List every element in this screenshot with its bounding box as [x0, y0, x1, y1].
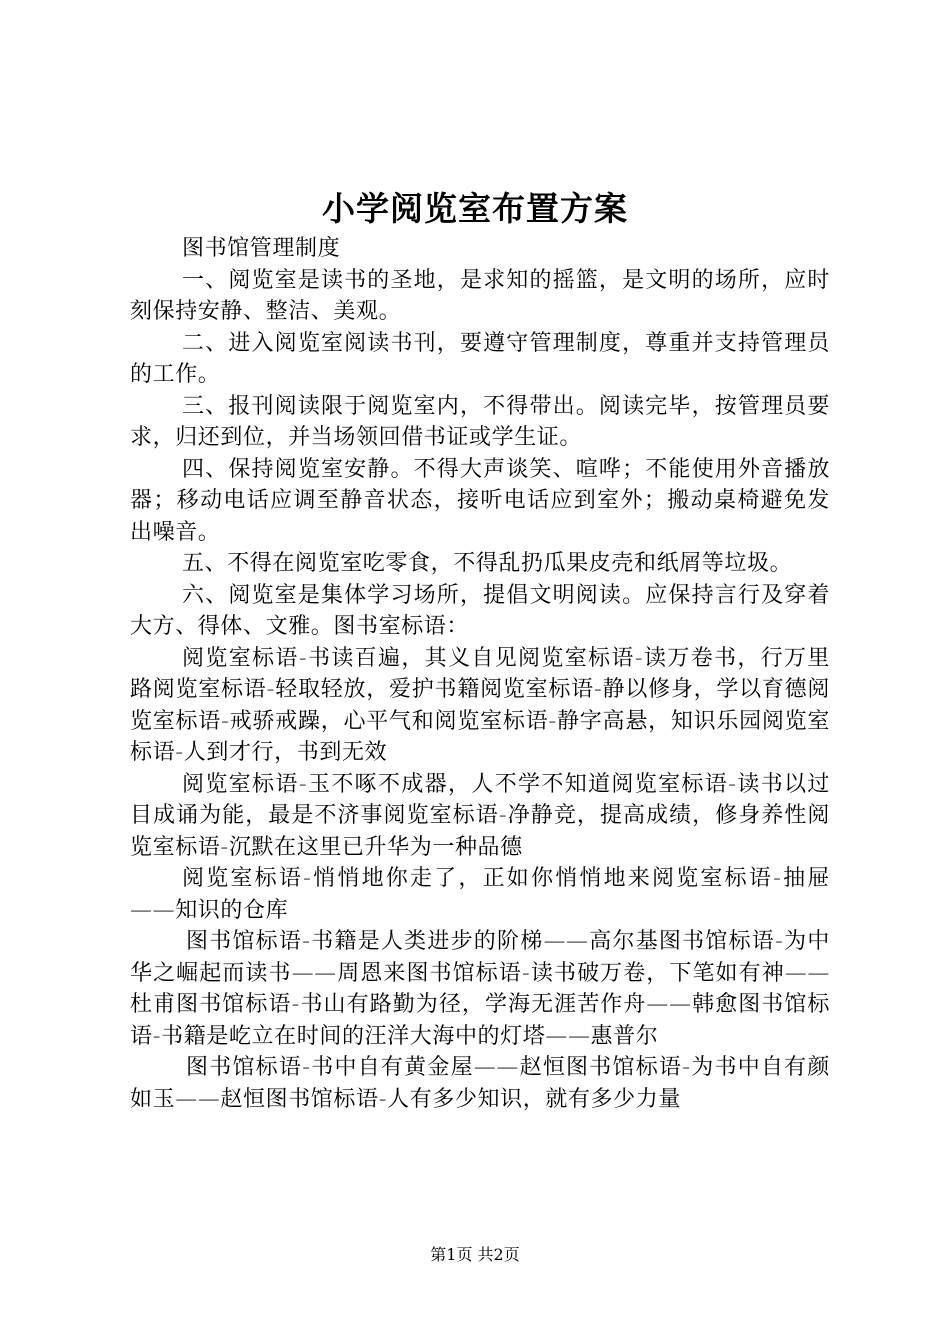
paragraph-slogans-4: 图书馆标语-书籍是人类进步的阶梯——高尔基图书馆标语-为中华之崛起而读书——周恩来图书馆标语-读书破万卷，下笔如有神——杜甫图书馆标语-书山有路勤为径，学海无涯苦作舟——韩愈图书馆标语-书籍是屹立在时间的汪洋大海中的灯塔——惠普尔	[130, 929, 830, 1049]
page-footer: 第1页 共2页	[430, 1245, 520, 1264]
paragraph-rule-6: 六、阅览室是集体学习场所，提倡文明阅读。应保持言行及穿着大方、得体、文雅。图书室标语：	[130, 582, 830, 639]
paragraph-slogans-5: 图书馆标语-书中自有黄金屋——赵恒图书馆标语-为书中自有颜如玉——赵恒图书馆标语-人有多少知识，就有多少力量	[130, 1055, 830, 1112]
paragraph-slogans-2: 阅览室标语-玉不啄不成器，人不学不知道阅览室标语-读书以过目成诵为能，最是不济事阅览室标语-净静竞，提高成绩，修身养性阅览室标语-沉默在这里已升华为一种品德	[130, 771, 830, 860]
document-body	[130, 233, 830, 1115]
paragraph-heading: 图书馆管理制度	[182, 236, 341, 261]
document-title: 小学阅览室布置方案	[322, 189, 628, 228]
paragraph-slogans-1: 阅览室标语-书读百遍，其义自见阅览室标语-读万卷书，行万里路阅览室标语-轻取轻放，爱护书籍阅览室标语-静以修身，学以育德阅览室标语-戒骄戒躁，心平气和阅览室标语-静字高悬，知识乐园阅览室标语-人到才行，书到无效	[130, 645, 830, 765]
paragraph-rule-2: 二、进入阅览室阅读书刊，要遵守管理制度，尊重并支持管理员的工作。	[130, 330, 830, 387]
paragraph-rule-5: 五、不得在阅览室吃零食，不得乱扔瓜果皮壳和纸屑等垃圾。	[182, 551, 793, 576]
paragraph-rule-1: 一、阅览室是读书的圣地，是求知的摇篮，是文明的场所，应时刻保持安静、整洁、美观。	[130, 267, 830, 324]
paragraph-rule-3: 三、报刊阅读限于阅览室内，不得带出。阅读完毕，按管理员要求，归还到位，并当场领回借书证或学生证。	[130, 393, 830, 450]
paragraph-rule-4: 四、保持阅览室安静。不得大声谈笑、喧哗；不能使用外音播放器；移动电话应调至静音状态，接听电话应到室外；搬动桌椅避免发出噪音。	[130, 456, 830, 545]
paragraph-slogans-3: 阅览室标语-悄悄地你走了，正如你悄悄地来阅览室标语-抽屉——知识的仓库	[130, 866, 830, 923]
